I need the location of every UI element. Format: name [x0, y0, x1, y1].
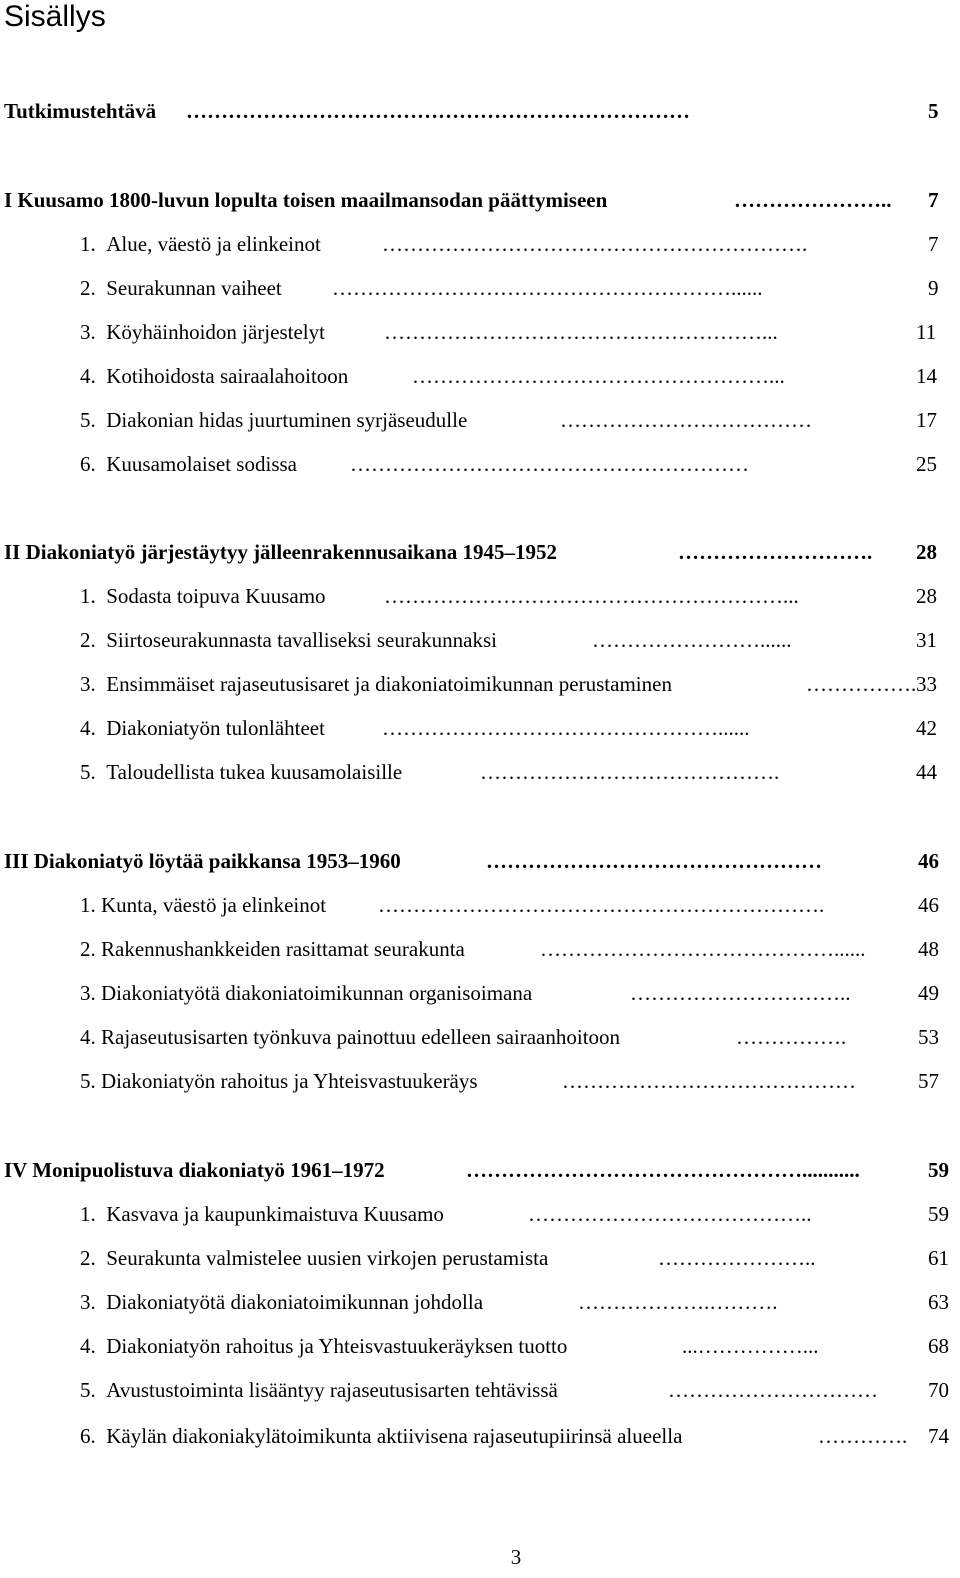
toc-leader: ……………………………………………………….	[378, 893, 825, 917]
toc-leader: …………………………………………………	[350, 452, 749, 476]
toc-entry-title: 3. Ensimmäiset rajaseutusisaret ja diakoniatoimikunnan perustaminen	[80, 672, 672, 696]
toc-item	[0, 1375, 950, 1405]
toc-item	[0, 1066, 950, 1096]
toc-entry-title: 4. Diakoniatyön rahoitus ja Yhteisvastuukeräyksen tuotto	[80, 1334, 568, 1358]
toc-leader: …………………..	[734, 188, 892, 212]
toc-page-number: 9	[928, 276, 939, 300]
page-number: 3	[510, 1545, 522, 1569]
toc-page-number: 5	[928, 99, 939, 123]
toc-page-number: 17	[916, 408, 937, 432]
toc-section-4	[0, 1155, 950, 1185]
toc-item	[0, 273, 950, 303]
page-title: Sisällys	[4, 0, 106, 33]
toc-item	[0, 449, 950, 479]
toc-entry-title: 2. Seurakunta valmistelee uusien virkojen perustamista	[80, 1246, 549, 1270]
toc-leader: …………………………………………………….	[382, 232, 808, 256]
toc-page-number: 7	[928, 232, 939, 256]
toc-entry-title: 3. Diakoniatyötä diakoniatoimikunnan johdolla	[80, 1290, 484, 1314]
toc-page-number: 59	[928, 1158, 949, 1182]
toc-page-number: 25	[916, 452, 937, 476]
toc-item	[0, 713, 950, 743]
toc-section-2	[0, 537, 950, 567]
toc-leader: ……………………......	[592, 628, 792, 652]
toc-leader: ……………………………………	[562, 1069, 856, 1093]
toc-section-3	[0, 846, 950, 876]
toc-entry-title: 3. Diakoniatyötä diakoniatoimikunnan organisoimana	[80, 981, 533, 1005]
toc-section-1	[0, 185, 950, 215]
toc-page-number: 53	[918, 1025, 939, 1049]
toc-page-number: 28	[916, 584, 937, 608]
toc-item	[0, 1331, 950, 1361]
toc-page-number: 63	[928, 1290, 949, 1314]
toc-leader: ………………………………………………...	[384, 320, 778, 344]
toc-leader: ………………………………………………………………	[186, 99, 690, 123]
toc-page-number: 46	[918, 849, 939, 873]
toc-entry-title: 5. Diakoniatyön rahoitus ja Yhteisvastuukeräys	[80, 1069, 478, 1093]
toc-entry-title: IV Monipuolistuva diakoniatyö 1961–1972	[4, 1158, 385, 1182]
toc-leader: ...……………...	[682, 1334, 819, 1358]
toc-item	[0, 1287, 950, 1317]
toc-page-number: 49	[918, 981, 939, 1005]
toc-page-number: 48	[918, 937, 939, 961]
toc-item	[0, 757, 950, 787]
toc-page-number: 14	[916, 364, 937, 388]
toc-leader: …………………..	[658, 1246, 816, 1270]
toc-page-number: 44	[916, 760, 937, 784]
toc-entry-title: 4. Diakoniatyön tulonlähteet	[80, 716, 325, 740]
toc-leader: ……………………………………………...	[412, 364, 785, 388]
toc-item	[0, 978, 950, 1008]
toc-page-number: 70	[928, 1378, 949, 1402]
toc-page-number: 68	[928, 1334, 949, 1358]
toc-item	[0, 1243, 950, 1273]
toc-entry-title: 2. Siirtoseurakunnasta tavalliseksi seurakunnaksi	[80, 628, 497, 652]
toc-item	[0, 669, 950, 699]
toc-item	[0, 1199, 950, 1229]
toc-entry-title: 5. Taloudellista tukea kuusamolaisille	[80, 760, 403, 784]
toc-entry-title: I Kuusamo 1800-luvun lopulta toisen maailmansodan päättymiseen	[4, 188, 608, 212]
toc-leader: ………….	[818, 1424, 908, 1448]
toc-leader: …………….	[736, 1025, 847, 1049]
toc-entry-tutkimustehtava	[0, 96, 950, 126]
toc-page-number: 59	[928, 1202, 949, 1226]
toc-item	[0, 229, 950, 259]
toc-leader: …………………………	[668, 1378, 878, 1402]
toc-leader: …………………………………….	[480, 760, 780, 784]
toc-entry-title: Tutkimustehtävä	[4, 99, 157, 123]
toc-item	[0, 1022, 950, 1052]
toc-entry-title: 6. Kuusamolaiset sodissa	[80, 452, 297, 476]
toc-entry-title: 6. Käylän diakoniakylätoimikunta aktiivisena rajaseutupiirinsä alueella	[80, 1424, 683, 1448]
toc-entry-title: 2. Rakennushankkeiden rasittamat seurakunta	[80, 937, 465, 961]
toc-entry-title: 1. Kasvava ja kaupunkimaistuva Kuusamo	[80, 1202, 444, 1226]
toc-leader: …………………………………………………......	[332, 276, 763, 300]
toc-item	[0, 890, 950, 920]
toc-page-number: 31	[916, 628, 937, 652]
toc-leader: ……………….……….	[578, 1290, 778, 1314]
toc-item	[0, 581, 950, 611]
toc-entry-title: 1. Kunta, väestö ja elinkeinot	[80, 893, 327, 917]
toc-page-number: 33	[916, 672, 937, 696]
toc-item	[0, 625, 950, 655]
toc-page-number: 28	[916, 540, 937, 564]
toc-leader: …………………………………………	[486, 849, 822, 873]
toc-page-number: 42	[916, 716, 937, 740]
toc-leader: …………………………………..	[528, 1202, 812, 1226]
toc-entry-title: 5. Diakonian hidas juurtuminen syrjäseudulle	[80, 408, 468, 432]
toc-entry-title: III Diakoniatyö löytää paikkansa 1953–1960	[4, 849, 401, 873]
toc-entry-title: 4. Kotihoidosta sairaalahoitoon	[80, 364, 349, 388]
toc-item	[0, 317, 950, 347]
toc-page-number: 7	[928, 188, 939, 212]
toc-page-number: 74	[928, 1424, 949, 1448]
toc-leader: …………………………………………………...	[384, 584, 799, 608]
toc-leader: …………………………………………......	[382, 716, 750, 740]
toc-entry-title: II Diakoniatyö järjestäytyy jälleenrakennusaikana 1945–1952	[4, 540, 558, 564]
toc-entry-title: 2. Seurakunnan vaiheet	[80, 276, 282, 300]
toc-entry-title: 5. Avustustoiminta lisääntyy rajaseutusisarten tehtävissä	[80, 1378, 558, 1402]
toc-leader: …………….	[806, 672, 916, 696]
toc-page-number: 57	[918, 1069, 939, 1093]
toc-entry-title: 1. Alue, väestö ja elinkeinot	[80, 232, 321, 256]
toc-page-number: 46	[918, 893, 939, 917]
toc-item	[0, 405, 950, 435]
toc-item	[0, 934, 950, 964]
toc-entry-title: 4. Rajaseutusisarten työnkuva painottuu edelleen sairaanhoitoon	[80, 1025, 621, 1049]
toc-page-number: 61	[928, 1246, 949, 1270]
toc-leader: …………………………..	[630, 981, 851, 1005]
toc-entry-title: 1. Sodasta toipuva Kuusamo	[80, 584, 326, 608]
toc-leader: ………………………………	[560, 408, 812, 432]
toc-page-number: 11	[916, 320, 937, 344]
toc-leader: ……………………………………......	[540, 937, 866, 961]
toc-item	[0, 361, 950, 391]
toc-leader: ……………………….	[678, 540, 873, 564]
toc-entry-title: 3. Köyhäinhoidon järjestelyt	[80, 320, 325, 344]
toc-item	[0, 1421, 950, 1451]
toc-leader: …………………………………………...........	[466, 1158, 860, 1182]
